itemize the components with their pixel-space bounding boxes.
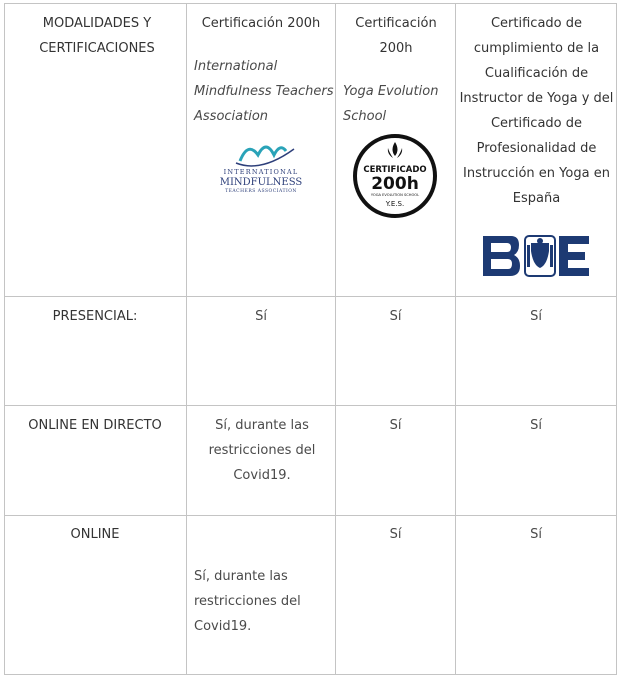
redacted-box (12, 459, 145, 500)
online-yes: Sí (389, 527, 402, 542)
boe-logo (481, 233, 591, 279)
online-directo-imta: Sí, durante las restricciones del Covid19. (208, 418, 316, 483)
redacted-box (12, 346, 145, 387)
imta-logo-bottom: TEACHERS ASSOCIATION (225, 189, 297, 194)
online-boe: Sí (530, 527, 542, 542)
imta-logo-top: INTERNATIONAL (223, 168, 299, 176)
imta-logo-main: MINDFULNESS (219, 177, 303, 188)
header-imta-title: Certificación 200h (201, 16, 321, 31)
yes-badge-top: CERTIFICADO (363, 165, 427, 175)
imta-logo (218, 133, 304, 197)
row-label-online: ONLINE (70, 527, 120, 542)
presencial-boe: Sí (530, 309, 542, 324)
presencial-yes: Sí (389, 309, 402, 324)
header-boe-title: Certificado de cumplimiento de la Cualificación de Instructor de Yoga y del Certificado de Profesionalidad de Instrucción en Yoga en España (459, 16, 614, 206)
header-imta-org: International Mindfulness Teachers Association (194, 59, 334, 124)
row-label-online-directo: ONLINE EN DIRECTO (28, 418, 162, 433)
yes-badge-sub: YOGA EVOLUTION SCHOOL (370, 193, 420, 197)
header-modalidades: MODALIDADES Y CERTIFICACIONES (39, 16, 155, 56)
boe-logo-text: BOE (534, 263, 538, 264)
yes-badge-main: 200h (371, 174, 419, 194)
online-directo-yes: Sí (389, 418, 402, 433)
row-label-presencial: PRESENCIAL: (52, 309, 138, 324)
header-yes-title: Certificación 200h (355, 16, 437, 56)
yes-badge-bottom: Y.E.S. (385, 200, 405, 208)
redacted-box (12, 560, 172, 660)
online-imta: Sí, durante las restricciones del Covid19. (194, 569, 301, 634)
online-directo-boe: Sí (530, 418, 542, 433)
presencial-imta: Sí (255, 309, 267, 324)
yes-certificate-badge (352, 134, 438, 218)
header-yes-org: Yoga Evolution School (343, 84, 439, 124)
